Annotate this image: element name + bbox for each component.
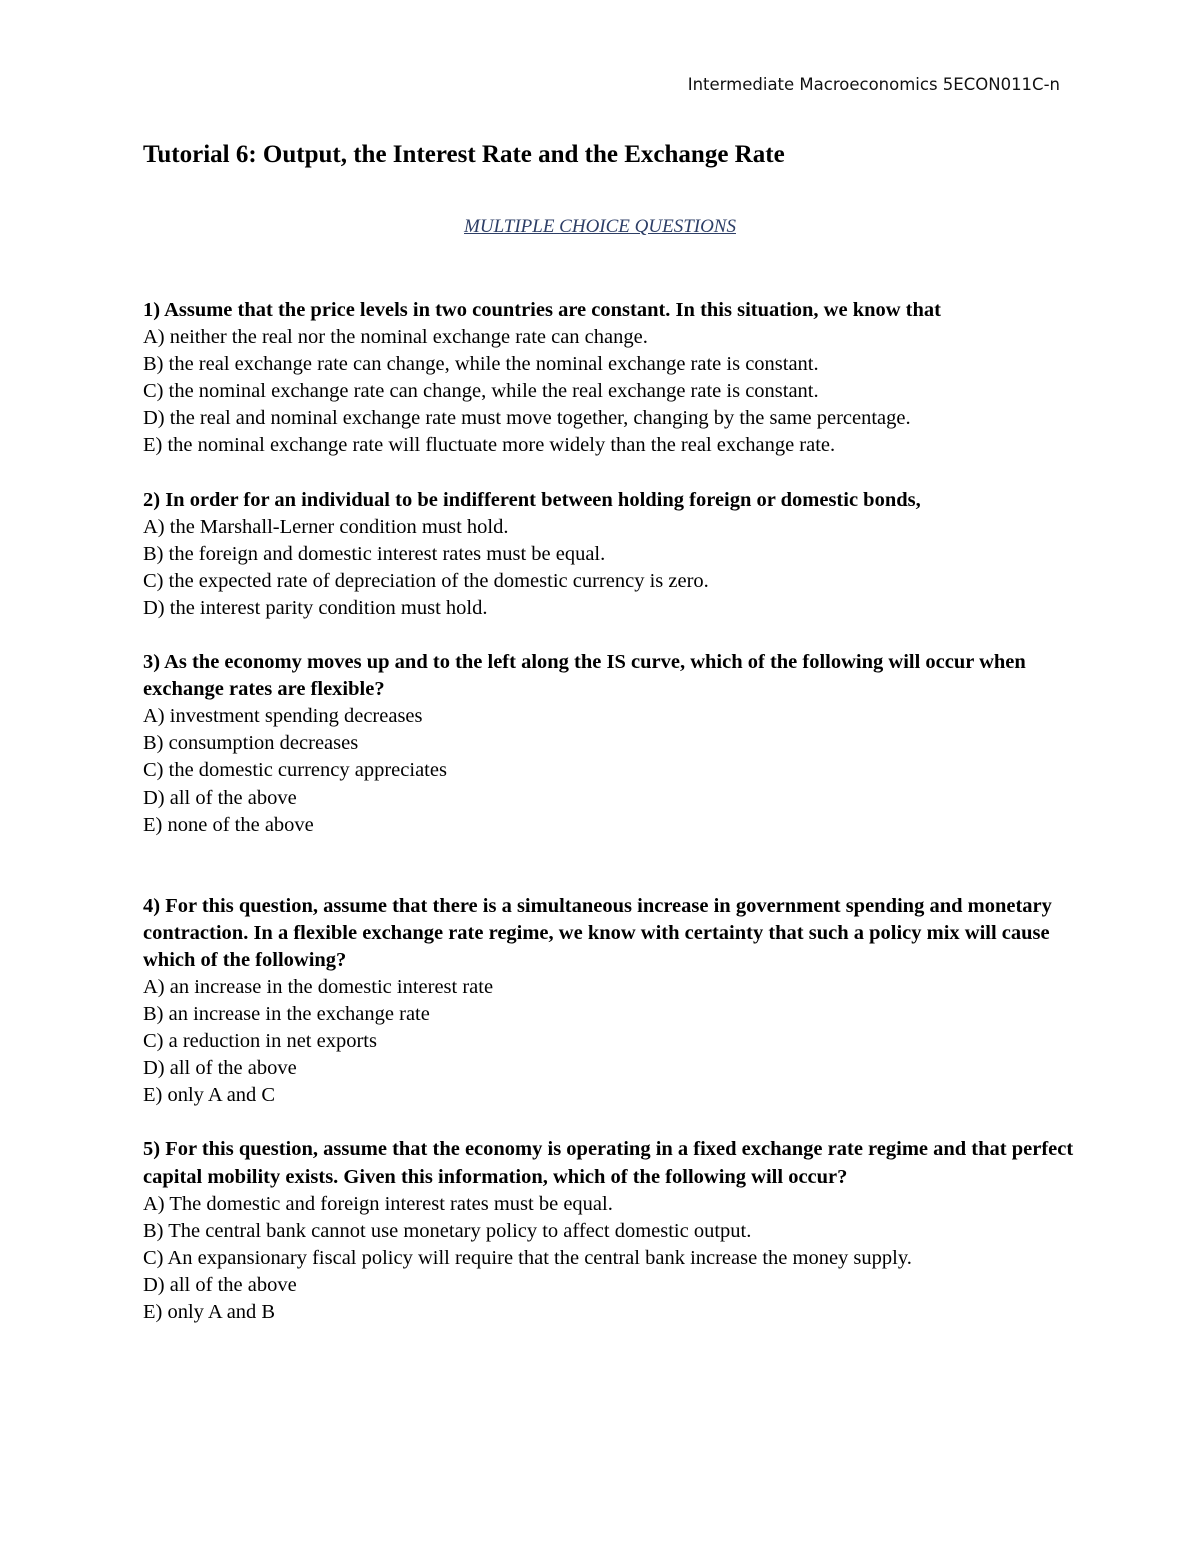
question-4 <box>143 893 1083 1110</box>
answer-option: A) neither the real nor the nominal exchange rate can change. <box>143 326 648 349</box>
section-heading: MULTIPLE CHOICE QUESTIONS <box>464 216 736 237</box>
answer-option: D) all of the above <box>143 1057 297 1080</box>
question-stem: 2) In order for an individual to be indifferent between holding foreign or domestic bonds, <box>143 488 921 511</box>
answer-option: E) only A and B <box>143 1301 276 1323</box>
question-stem: 1) Assume that the price levels in two countries are constant. In this situation, we know that <box>143 299 941 321</box>
question-stem: 4) For this question, assume that there is a simultaneous increase in government spending and monetary contraction. In a flexible exchange rate regime, we know with certainty that such a policy mix will cause which of the following? <box>143 894 1052 971</box>
answer-option: B) The central bank cannot use monetary policy to affect domestic output. <box>143 1219 752 1242</box>
answer-option: E) only A and C <box>143 1084 276 1107</box>
question-stem: 3) As the economy moves up and to the left along the IS curve, which of the following will occur when exchange rates are flexible? <box>143 651 1026 701</box>
question-5 <box>143 1136 1083 1326</box>
answer-option: C) the domestic currency appreciates <box>143 759 447 782</box>
answer-option: A) an increase in the domestic interest rate <box>143 975 494 998</box>
answer-option: A) the Marshall-Lerner condition must hold. <box>143 515 509 538</box>
question-stem: 5) For this question, assume that the economy is operating in a fixed exchange rate regime and that perfect capital mobility exists. Given this information, which of the following will occur? <box>143 1138 1074 1188</box>
answer-option: A) The domestic and foreign interest rates must be equal. <box>143 1192 613 1215</box>
question-3 <box>143 649 1083 839</box>
answer-option: D) the interest parity condition must hold. <box>143 596 488 619</box>
answer-option: B) the foreign and domestic interest rates must be equal. <box>143 542 606 565</box>
answer-option: C) the expected rate of depreciation of the domestic currency is zero. <box>143 569 709 592</box>
question-1 <box>143 297 1083 460</box>
question-2 <box>143 487 1083 622</box>
answer-option: C) a reduction in net exports <box>143 1030 377 1053</box>
running-header: Intermediate Macroeconomics 5ECON011C-n <box>687 75 1060 94</box>
answer-option: C) An expansionary fiscal policy will require that the central bank increase the money supply. <box>143 1246 912 1269</box>
page-title: Tutorial 6: Output, the Interest Rate and the Exchange Rate <box>143 141 785 168</box>
question-list <box>143 297 1083 1326</box>
answer-option: D) all of the above <box>143 1273 297 1296</box>
answer-option: B) an increase in the exchange rate <box>143 1003 430 1026</box>
answer-option: D) all of the above <box>143 786 297 809</box>
answer-option: B) consumption decreases <box>143 732 359 755</box>
answer-option: E) none of the above <box>143 813 314 836</box>
answer-option: B) the real exchange rate can change, while the nominal exchange rate is constant. <box>143 353 819 376</box>
answer-option: E) the nominal exchange rate will fluctuate more widely than the real exchange rate. <box>143 434 836 457</box>
answer-option: D) the real and nominal exchange rate must move together, changing by the same percentage. <box>143 407 911 430</box>
answer-option: C) the nominal exchange rate can change, while the real exchange rate is constant. <box>143 380 819 403</box>
answer-option: A) investment spending decreases <box>143 705 423 728</box>
